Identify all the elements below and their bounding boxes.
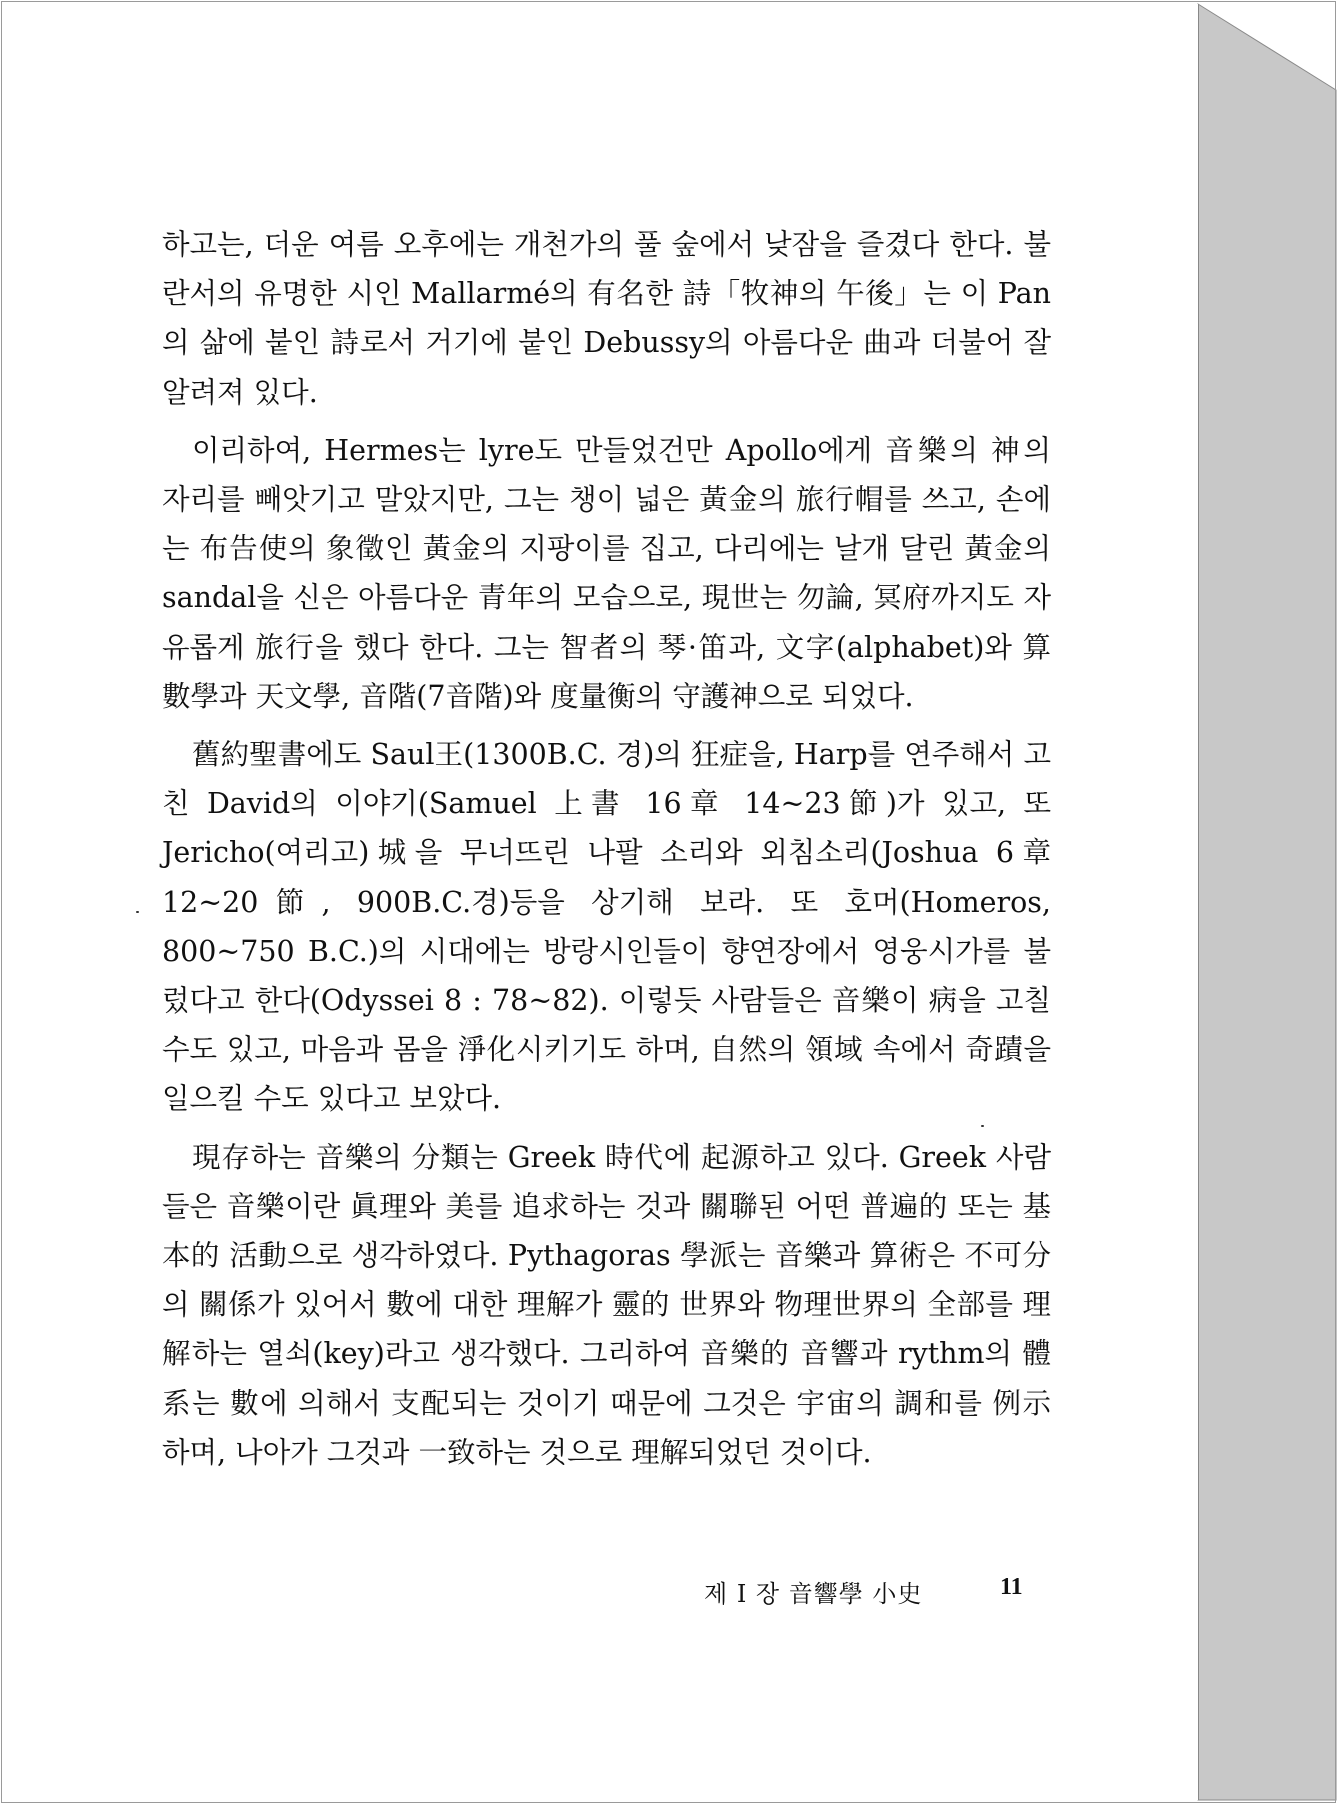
paragraph-4: 現存하는 音樂의 分類는 Greek 時代에 起源하고 있다. Greek 사람들은 音樂이란 眞理와 美를 追求하는 것과 關聯된 어떤 普遍的 또는 基本的 活動으로 생각하였다. Pythagoras 學派는 音樂과 算術은 不可分의 關係가 있어서 數에 대한 理解가 靈的 世界와 物理世界의 全部를 理解하는 열쇠(key)라고 생각했다. 그리하여 音樂的 音響과 rythm의 體系는 數에 의해서 支配되는 것이기 때문에 그것은 宇宙의 調和를 例示하며, 나아가 그것과 一致하는 것으로 理解되었던 것이다. <box>162 1140 1051 1469</box>
scan-speck <box>136 911 139 913</box>
paragraph-1: 하고는, 더운 여름 오후에는 개천가의 풀 숲에서 낮잠을 즐겼다 한다. 불란서의 유명한 시인 Mallarmé의 有名한 詩「牧神의 午後」는 이 Pan의 삶에 붙인 詩로서 거기에 붙인 Debussy의 아름다운 曲과 더불어 잘 알려져 있다. <box>162 228 1051 409</box>
scan-speck <box>981 1125 984 1127</box>
body-text <box>162 220 1051 1479</box>
paragraph-2: 이리하여, Hermes는 lyre도 만들었건만 Apollo에게 音樂의 神의 자리를 빼앗기고 말았지만, 그는 챙이 넓은 黃金의 旅行帽를 쓰고, 손에는 布告使의 象徵인 黃金의 지팡이를 집고, 다리에는 날개 달린 黃金의 sandal을 신은 아름다운 青年의 모습으로, 現世는 勿論, 冥府까지도 자유롭게 旅行을 했다 한다. 그는 智者의 琴·笛과, 文字(alphabet)와 算數學과 天文學, 音階(7音階)와 度量衡의 守護神으로 되었다. <box>162 433 1051 713</box>
page-number: 11 <box>1000 1574 1023 1600</box>
paragraph-3: 舊約聖書에도 Saul王(1300B.C. 경)의 狂症을, Harp를 연주해서 고친 David의 이야기(Samuel 上書 16章 14~23節)가 있고, 또 Jericho(여리고)城을 무너뜨린 나팔 소리와 외침소리(Joshua 6章 12~20節, 900B.C.경)등을 상기해 보라. 또 호머(Homeros, 800~750 B.C.)의 시대에는 방랑시인들이 향연장에서 영웅시가를 불렀다고 한다(Odyssei 8 : 78~82). 이렇듯 사람들은 音樂이 病을 고칠 수도 있고, 마음과 몸을 淨化시키기도 하며, 自然의 領域 속에서 奇蹟을 일으킬 수도 있다고 보았다. <box>162 738 1051 1116</box>
page-footer <box>704 1574 1034 1609</box>
book-page <box>4 4 1199 1800</box>
running-footer-chapter: 제 I 장 音響學 小史 <box>704 1580 923 1608</box>
